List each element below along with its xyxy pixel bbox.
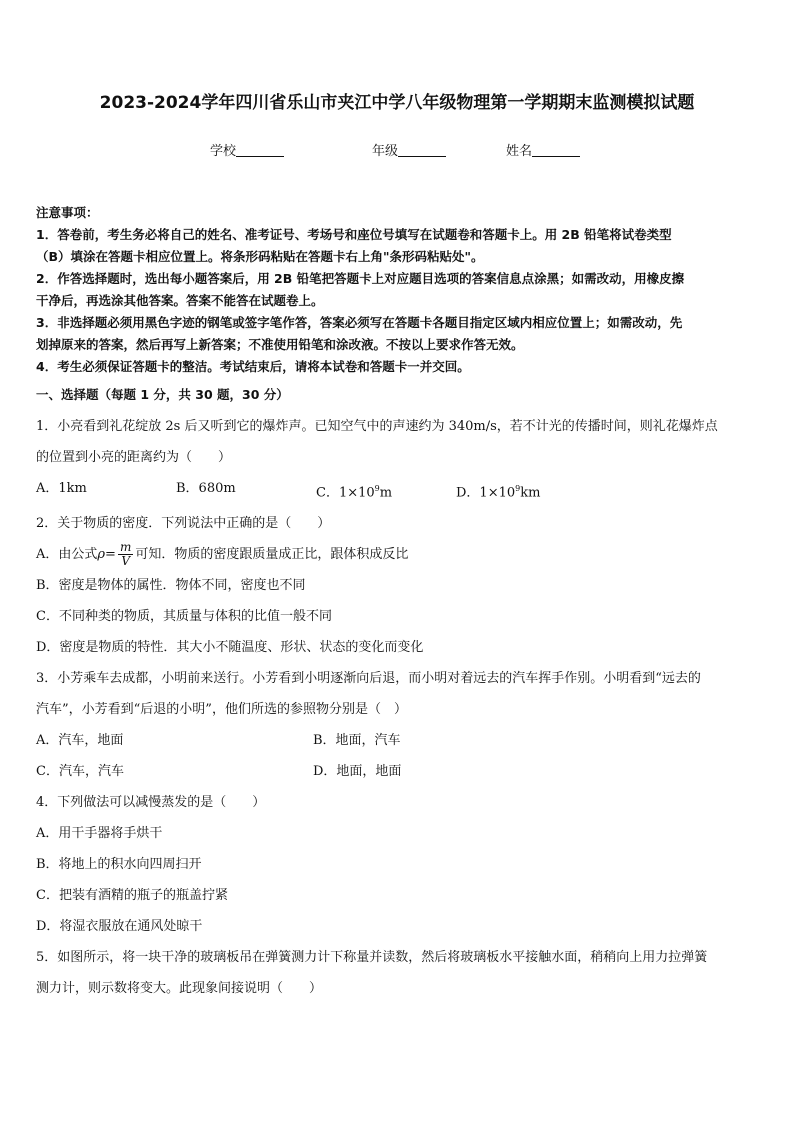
notes-line: 3．非选择题必须用黑色字迹的钢笔或签字笔作答，答案必须写在答题卡各题目指定区域内相应位置上；如需改动，先 <box>36 315 683 330</box>
option-d-unit: km <box>520 485 541 501</box>
question-stem: 2．关于物质的密度．下列说法中正确的是（ ） <box>36 516 331 532</box>
question-2 <box>36 508 760 663</box>
name-label: 姓名 <box>506 144 533 159</box>
option-b[interactable]: B．680m <box>176 481 236 496</box>
exam-notes <box>36 202 760 378</box>
option-c-base: C．1×10 <box>316 485 375 501</box>
option-d-base: D．1×10 <box>456 485 516 501</box>
equals-sign: = <box>105 547 116 563</box>
notes-line: 干净后，再选涂其他答案。答案不能答在试题卷上。 <box>36 293 324 308</box>
fraction-denominator: V <box>121 554 130 569</box>
option-row <box>36 473 760 508</box>
option-a-prefix: A．由公式 <box>36 547 98 563</box>
option-c[interactable]: C．把装有酒精的瓶子的瓶盖拧紧 <box>36 888 228 904</box>
option-d[interactable]: D．地面，地面 <box>313 764 402 780</box>
density-symbol: ρ <box>97 547 106 563</box>
question-4 <box>36 787 760 942</box>
grade-field[interactable] <box>372 140 446 159</box>
notes-line: 划掉原来的答案，然后再写上新答案；不准使用铅笔和涂改液。不按以上要求作答无效。 <box>36 337 524 352</box>
option-d[interactable]: D．密度是物质的特性．其大小不随温度、形状、状态的变化而变化 <box>36 640 424 656</box>
option-b[interactable]: B．密度是物体的属性．物体不同，密度也不同 <box>36 578 306 594</box>
question-stem: 3．小芳乘车去成都，小明前来送行。小芳看到小明逐渐向后退，而小明对着远去的汽车挥手作别。小明看到“远去的 <box>36 671 701 687</box>
option-a[interactable] <box>36 539 760 570</box>
question-stem: 测力计，则示数将变大。此现象间接说明（ ） <box>36 981 323 997</box>
option-c[interactable]: C．不同种类的物质，其质量与体积的比值一般不同 <box>36 609 332 625</box>
grade-label: 年级 <box>372 144 399 159</box>
notes-heading: 注意事项： <box>36 205 99 220</box>
option-a-text: 可知．物质的密度跟质量成正比，跟体积成反比 <box>135 547 409 563</box>
question-stem: 汽车”，小芳看到“后退的小明”，他们所选的参照物分别是（ ） <box>36 702 407 718</box>
grade-blank[interactable] <box>398 144 446 157</box>
question-stem: 的位置到小亮的距离约为（ ） <box>36 450 232 465</box>
school-field[interactable] <box>210 140 284 159</box>
question-stem: 1．小亮看到礼花绽放 2s 后又听到它的爆炸声。已知空气中的声速约为 340m/s，若不计光的传播时间，则礼花爆炸点 <box>36 419 718 434</box>
question-5 <box>36 942 760 1004</box>
school-blank[interactable] <box>236 144 284 157</box>
option-a[interactable]: A．用干手器将手烘干 <box>36 826 163 842</box>
option-row <box>36 725 760 756</box>
option-a[interactable]: A．1km <box>36 481 87 496</box>
question-1 <box>36 411 760 508</box>
exam-title: 2023-2024学年四川省乐山市夹江中学八年级物理第一学期期末监测模拟试题 <box>99 93 695 113</box>
name-field[interactable] <box>506 140 580 159</box>
question-stem: 4．下列做法可以减慢蒸发的是（ ） <box>36 795 266 811</box>
school-label: 学校 <box>210 144 237 159</box>
question-stem: 5．如图所示，将一块干净的玻璃板吊在弹簧测力计下称量并读数，然后将玻璃板水平接触水面，稍稍向上用力拉弹簧 <box>36 950 708 966</box>
notes-line: （B）填涂在答题卡相应位置上。将条形码粘贴在答题卡右上角"条形码粘贴处"。 <box>36 249 484 264</box>
option-b[interactable]: B．地面，汽车 <box>313 733 401 749</box>
option-d-exponent: 9 <box>515 484 521 493</box>
notes-line: 2．作答选择题时，选出每小题答案后，用 2B 铅笔把答题卡上对应题目选项的答案信息点涂黑；如需改动，用橡皮擦 <box>36 271 685 286</box>
option-d[interactable]: D．将湿衣服放在通风处晾干 <box>36 919 203 935</box>
notes-line: 1．答卷前，考生务必将自己的姓名、准考证号、考场号和座位号填写在试题卷和答题卡上。用 2B 铅笔将试卷类型 <box>36 227 672 242</box>
option-d[interactable] <box>456 473 596 508</box>
option-row <box>36 756 760 787</box>
notes-line: 4．考生必须保证答题卡的整洁。考试结束后，请将本试卷和答题卡一并交回。 <box>36 359 470 374</box>
density-formula-fraction <box>118 541 133 568</box>
option-c-unit: m <box>379 485 393 501</box>
section-heading: 一、选择题（每题 1 分，共 30 题，30 分） <box>36 387 289 402</box>
fraction-numerator: m <box>119 540 132 555</box>
option-c[interactable] <box>316 473 456 508</box>
question-list <box>36 411 760 1004</box>
option-b[interactable]: B．将地上的积水向四周扫开 <box>36 857 202 873</box>
question-3 <box>36 663 760 787</box>
option-c[interactable]: C．汽车，汽车 <box>36 764 124 780</box>
name-blank[interactable] <box>532 144 580 157</box>
option-c-exponent: 9 <box>374 484 380 493</box>
option-a[interactable]: A．汽车，地面 <box>36 733 124 749</box>
